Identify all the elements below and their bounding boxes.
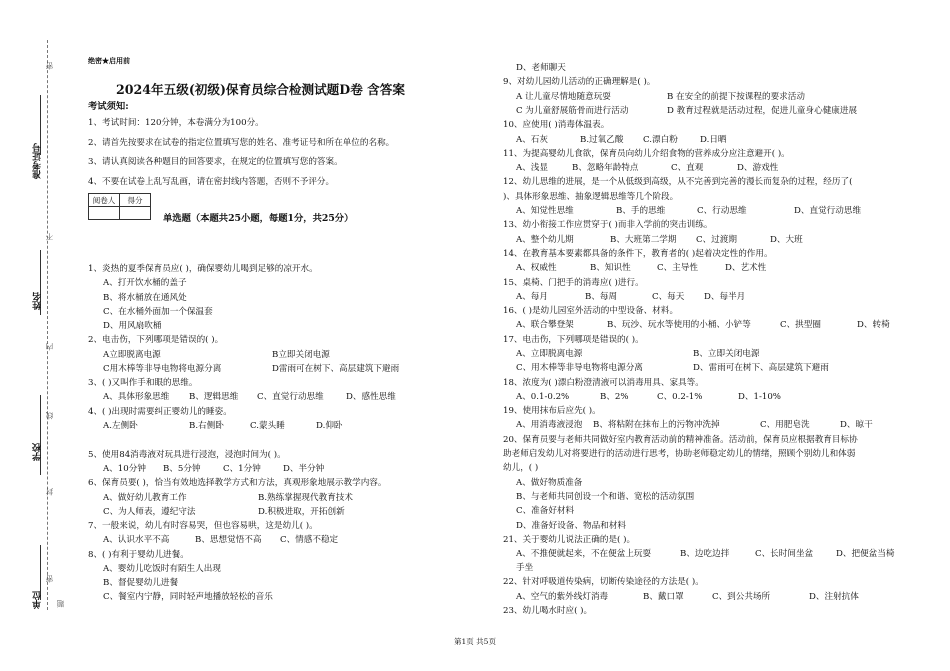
- option-line: A、联合攀登架: [516, 320, 574, 330]
- option-line: C 为儿童舒展筋骨而进行活动: [516, 106, 629, 116]
- question-line: 幼儿，( ): [503, 463, 539, 473]
- option-line: C、行动思维: [697, 206, 747, 216]
- option-line: A.左侧卧: [103, 421, 138, 431]
- option-line: B.右侧卧: [189, 421, 224, 431]
- option-line: D、每半月: [704, 292, 746, 302]
- option-line: D、把便盆当椅: [836, 549, 895, 559]
- option-line: C、0.2-1%: [657, 392, 703, 402]
- option-line: D、感性思维: [346, 392, 396, 402]
- binding-dashed-line: [47, 40, 48, 610]
- option-line: D.日晒: [700, 135, 727, 145]
- option-line: C、用肥皂洗: [760, 420, 810, 430]
- question-line: 11、为提高婴幼儿食欲，保育员向幼儿介绍食物的营养成分应注意避开( )。: [503, 149, 790, 159]
- question-line: )、具体形象思维、抽象逻辑思维等几个阶段。: [503, 192, 679, 202]
- option-line: D、直觉行动思维: [794, 206, 862, 216]
- score-box-grader: 阅卷人: [89, 194, 120, 207]
- question-line: 17、电击伤，下列哪项是错误的( )。: [503, 335, 644, 345]
- question-line: 20、保育员要与老师共同做好室内教育活动前的精神准备。活动前，保育员应根据教育目标协: [503, 435, 858, 445]
- section-heading: 单选题（本题共25小题，每题1分，共25分）: [163, 213, 354, 224]
- option-line: B、忽略年龄特点: [572, 163, 639, 173]
- option-line: C、直观: [671, 163, 704, 173]
- option-line: A、具体形象思维: [103, 392, 170, 402]
- option-line: A、每月: [516, 292, 548, 302]
- option-line: A、石灰: [516, 135, 548, 145]
- label-name: 姓名: [33, 292, 43, 310]
- option-line: B、知识性: [590, 263, 631, 273]
- option-line: C、直觉行动思维: [257, 392, 324, 402]
- option-line: B、大班第二学期: [610, 235, 677, 245]
- option-line: B、每周: [585, 292, 618, 302]
- question-line: 14、在教育基本要素都具备的条件下，教育者的( )起着决定性的作用。: [503, 249, 773, 259]
- question-line: 16、( )是幼儿园室外活动的中型设备、材料。: [503, 306, 679, 316]
- option-line: A、打开饮水桶的盖子: [103, 278, 187, 288]
- option-line: D、注射抗体: [809, 592, 859, 602]
- option-line: B、将水桶放在通风处: [103, 293, 187, 303]
- label-school: 学校: [33, 443, 43, 461]
- option-line: B.过氧乙酸: [580, 135, 624, 145]
- option-line: A 让儿童尽情地随意玩耍: [516, 92, 611, 102]
- option-line: C、每天: [652, 292, 685, 302]
- option-line: D、老师聊天: [516, 63, 566, 73]
- option-line: D、转椅: [857, 320, 890, 330]
- option-line: A、10分钟: [103, 464, 146, 474]
- option-line: B、逻辑思维: [189, 392, 239, 402]
- option-line: A、浅显: [516, 163, 548, 173]
- option-line: B、5分钟: [163, 464, 201, 474]
- seal-mark: 不: [45, 233, 54, 241]
- question-line: 5、使用84消毒液对玩具进行浸泡，浸泡时间为( )。: [88, 450, 286, 460]
- label-unit: 单位: [33, 591, 43, 609]
- question-line: 9、对幼儿园幼儿活动的正确理解是( )。: [503, 77, 656, 87]
- question-line: 6、保育员要( )，恰当有效地选择教学方式和方法，真观形象地展示教学内容。: [88, 478, 387, 488]
- question-line: 22、针对呼吸道传染病，切断传染途径的方法是( )。: [503, 577, 704, 587]
- score-box-cell[interactable]: [120, 207, 151, 220]
- option-line: A立即脱离电源: [103, 350, 161, 360]
- option-line: C、长时间坐盆: [755, 549, 814, 559]
- option-line: B、立即关闭电源: [693, 349, 760, 359]
- question-line: 13、幼小衔接工作应贯穿于( )而非入学前的突击训练。: [503, 220, 713, 230]
- question-line: 15、桌椅、门把手的消毒应( )进行。: [503, 278, 644, 288]
- option-line: C、过渡期: [696, 235, 737, 245]
- option-line: B、督促婴幼儿进餐: [103, 578, 179, 588]
- option-line: D、半分钟: [283, 464, 325, 474]
- option-line: C、在水桶外面加一个保温套: [103, 307, 213, 317]
- option-line: B、玩沙、玩水等使用的小桶、小铲等: [607, 320, 751, 330]
- seal-mark: 封: [45, 488, 54, 496]
- seal-mark: 题: [56, 600, 65, 608]
- option-line: C.漂白粉: [643, 135, 678, 145]
- option-line: A、用消毒液浸泡: [516, 420, 583, 430]
- option-line: 手坐: [516, 563, 534, 573]
- option-line: D、用风扇吹桶: [103, 321, 162, 331]
- seal-mark: 内: [45, 343, 54, 351]
- option-line: D、晾干: [840, 420, 873, 430]
- question-line: 助老师启发幼儿对将要进行的活动进行思考，协助老师稳定幼儿的情绪，照顾个别幼儿和体弱: [503, 449, 856, 459]
- option-line: B、与老师共同创设一个和谐、宽松的活动氛围: [516, 492, 695, 502]
- notice-item: 4、不要在试卷上乱写乱画，请在密封线内答题，否则不予评分。: [88, 177, 335, 187]
- option-line: D、雷雨可在树下、高层建筑下避雨: [693, 363, 829, 373]
- option-line: A、认识水平不高: [103, 535, 170, 545]
- score-box: [88, 193, 151, 220]
- option-line: A、立即脱离电源: [516, 349, 583, 359]
- field-line-school: [40, 395, 41, 475]
- option-line: C、准备好材料: [516, 506, 575, 516]
- option-line: B、戴口罩: [643, 592, 684, 602]
- question-line: 10、应使用( )消毒体温表。: [503, 120, 610, 130]
- option-line: B、边吃边拌: [680, 549, 730, 559]
- question-line: 21、关于婴幼儿说法正确的是( )。: [503, 535, 636, 545]
- notice-item: 3、请认真阅读各种题目的回答要求，在规定的位置填写您的答案。: [88, 157, 343, 167]
- option-line: C、1分钟: [223, 464, 261, 474]
- notice-heading: 考试须知:: [88, 101, 129, 112]
- option-line: B、2%: [600, 392, 629, 402]
- question-line: 3、( )又叫作手和眼的思维。: [88, 378, 198, 388]
- option-line: D.仰卧: [316, 421, 343, 431]
- question-line: 4、( )出现时需要纠正婴幼儿的睡姿。: [88, 407, 232, 417]
- option-line: D、大班: [770, 235, 803, 245]
- label-ticket-number: 准考证号: [33, 143, 43, 179]
- option-line: C、餐室内宁静，同时轻声地播放轻松的音乐: [103, 592, 273, 602]
- option-line: D、准备好设备、物品和材料: [516, 521, 627, 531]
- option-line: C、情感不稳定: [280, 535, 339, 545]
- question-line: 18、浓度为( )漂白粉澄清液可以消毒用具、家具等。: [503, 378, 704, 388]
- option-line: A、婴幼儿吃饭时有陌生人出现: [103, 564, 221, 574]
- option-line: C用木棒等非导电物将电源分离: [103, 364, 222, 374]
- option-line: C、到公共场所: [712, 592, 771, 602]
- option-line: C、用木棒等非导电物将电源分离: [516, 363, 643, 373]
- option-line: B立即关闭电源: [272, 350, 330, 360]
- option-line: A、权威性: [516, 263, 557, 273]
- seal-mark: 密: [45, 575, 54, 583]
- notice-item: 1、考试时间：120分钟，本卷满分为100分。: [88, 118, 264, 128]
- score-box-score: 得分: [120, 194, 151, 207]
- option-line: A、做好幼儿教育工作: [103, 493, 187, 503]
- notice-item: 2、请首先按要求在试卷的指定位置填写您的姓名、准考证号和所在单位的名称。: [88, 138, 395, 148]
- page-footer: 第1页 共5页: [454, 637, 496, 646]
- seal-mark: 线: [45, 412, 54, 420]
- seal-mark: 密: [45, 62, 54, 70]
- option-line: C、主导性: [657, 263, 698, 273]
- option-line: A、整个幼儿期: [516, 235, 574, 245]
- question-line: 1、炎热的夏季保育员应( )，确保婴幼儿喝到足够的凉开水。: [88, 264, 318, 274]
- question-line: 12、幼儿思维的进展，是一个从低级到高级，从不完善到完善的漫长而复杂的过程，经历了(: [503, 177, 853, 187]
- option-line: C、为人师表，遵纪守法: [103, 507, 196, 517]
- option-line: A、做好物质准备: [516, 478, 583, 488]
- question-line: 19、使用抹布后应先( )。: [503, 406, 601, 416]
- option-line: D、艺术性: [725, 263, 767, 273]
- option-line: D、1-10%: [738, 392, 781, 402]
- page-title: 2024年五级(初级)保育员综合检测试题D卷 含答案: [116, 82, 405, 97]
- option-line: A、0.1-0.2%: [516, 392, 570, 402]
- option-line: B、手的思维: [616, 206, 666, 216]
- option-line: D.积极进取，开拓创新: [258, 507, 345, 517]
- option-line: A、不推便就起来，不在便盆上玩耍: [516, 549, 652, 559]
- option-line: B、思想觉悟不高: [195, 535, 262, 545]
- question-line: 23、幼儿喝水时应( )。: [503, 606, 593, 616]
- option-line: A、知觉性思维: [516, 206, 574, 216]
- option-line: A、空气的紫外线灯消毒: [516, 592, 609, 602]
- option-line: C、拱型圈: [780, 320, 821, 330]
- option-line: B 在安全的前提下按课程的要求活动: [667, 92, 805, 102]
- option-line: D、游戏性: [737, 163, 779, 173]
- option-line: C.蒙头睡: [250, 421, 285, 431]
- secret-mark: 绝密★启用前: [88, 56, 130, 65]
- question-line: 2、电击伤，下列哪项是错误的( )。: [88, 335, 224, 345]
- option-line: B.熟练掌握现代教育技术: [258, 493, 353, 503]
- option-line: B、将粘附在抹布上的污物冲洗掉: [593, 420, 720, 430]
- option-line: D雷雨可在树下、高层建筑下避雨: [272, 364, 400, 374]
- option-line: D 教育过程就是活动过程，促进儿童身心健康进展: [667, 106, 858, 116]
- question-line: 7、一般来说，幼儿有时容易哭，但也容易哄，这是幼儿( )。: [88, 521, 318, 531]
- question-line: 8、( )有利于婴幼儿进餐。: [88, 550, 189, 560]
- score-box-cell[interactable]: [89, 207, 120, 220]
